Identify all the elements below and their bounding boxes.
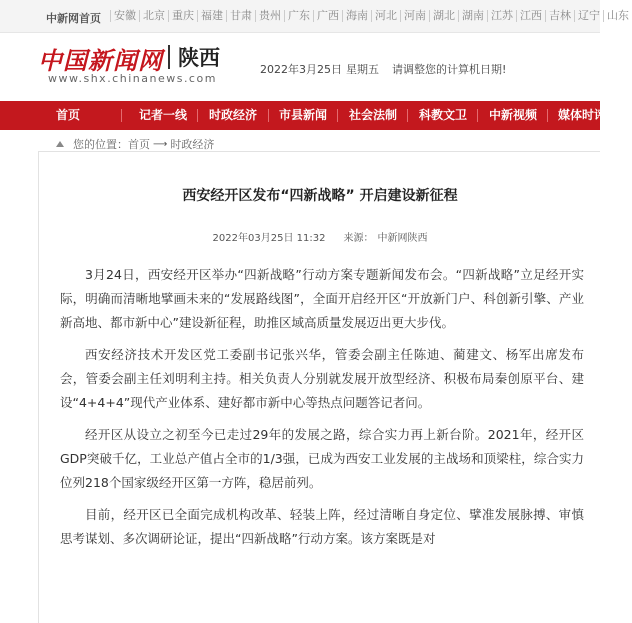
triangle-icon xyxy=(56,141,64,147)
province-link[interactable]: 河北 xyxy=(371,10,400,22)
province-link[interactable]: 湖南 xyxy=(458,10,487,22)
article-paragraph: 经开区从设立之初至今已走过29年的发展之路，综合实力再上新台阶。2021年，经开区GDP突破千亿，工业总产值占全市的1/3强，已成为西安工业发展的主战场和顶梁柱，综合实力位列218个国家级经开区第一方阵，稳居前列。 xyxy=(60,427,584,490)
province-link[interactable]: 贵州 xyxy=(255,10,284,22)
region-name: 陕西 xyxy=(178,46,220,70)
weekday-text: 星期五 xyxy=(346,63,379,76)
province-link[interactable]: 安徽 xyxy=(110,10,139,22)
article-datetime: 2022年03月25日 11:32 xyxy=(212,233,326,244)
article-paragraph: 西安经济技术开发区党工委副书记张兴华，管委会副主任陈迪、蔺建文、杨军出席发布会，管委会副主任刘明利主持。相关负责人分别就发展开放型经济、积极布局秦创原平台、建设“4+4+4”现代产业体系、建好都市新中心等热点问题答记者问。 xyxy=(60,347,584,410)
article-title: 西安经开区发布“四新战略” 开启建设新征程 xyxy=(182,188,458,204)
nav-item-society-law[interactable]: 社会法制 xyxy=(349,108,398,122)
province-link[interactable]: 海南 xyxy=(342,10,371,22)
province-link[interactable]: 北京 xyxy=(139,10,168,22)
nav-divider xyxy=(477,109,478,122)
province-link[interactable]: 山东 xyxy=(603,10,632,22)
top-link-bar xyxy=(0,0,629,33)
province-link[interactable]: 重庆 xyxy=(168,10,197,22)
header-date xyxy=(260,61,379,77)
nav-item-home[interactable]: 首页 xyxy=(56,108,81,122)
province-link[interactable]: 广西 xyxy=(313,10,342,22)
nav-item-county-news[interactable]: 市县新闻 xyxy=(279,108,328,122)
arrow-right-icon: ⟶ xyxy=(153,138,168,150)
province-link[interactable]: 福建 xyxy=(197,10,226,22)
logo-divider xyxy=(168,45,170,69)
province-link[interactable]: 广东 xyxy=(284,10,313,22)
site-logo[interactable]: 中国新闻网 xyxy=(38,46,163,75)
site-url: www.shx.chinanews.com xyxy=(48,72,217,85)
article-panel xyxy=(38,152,600,623)
province-link[interactable]: 辽宁 xyxy=(574,10,603,22)
province-link[interactable]: 甘肃 xyxy=(226,10,255,22)
date-notice: 请调整您的计算机日期! xyxy=(392,63,507,76)
article-paragraph: 目前，经开区已全面完成机构改革、轻装上阵，经过清晰自身定位、擘准发展脉搏、审慎思考谋划、多次调研论证，提出“四新战略”行动方案。该方案既是对 xyxy=(60,507,584,546)
province-links xyxy=(110,10,632,22)
province-link[interactable]: 河南 xyxy=(400,10,429,22)
nav-item-politics-economy[interactable]: 时政经济 xyxy=(209,108,258,122)
article-meta xyxy=(39,229,601,244)
nav-item-reporters[interactable]: 记者一线 xyxy=(139,108,188,122)
nav-item-video[interactable]: 中新视频 xyxy=(489,108,538,122)
date-text: 2022年3月25日 xyxy=(260,63,342,76)
article-paragraph: 3月24日，西安经开区举办“四新战略”行动方案专题新闻发布会。“四新战略”立足经开实际，明确而清晰地擘画未来的“发展路线图”，全面开启经开区“开放新门户、科创新引擎、产业新高地、都市新中心”建设新征程，助推区域高质量发展迈出更大步伐。 xyxy=(60,267,584,330)
breadcrumb-section[interactable]: 时政经济 xyxy=(170,138,215,151)
chinanews-home-link[interactable]: 中新网首页 xyxy=(46,12,101,25)
nav-divider xyxy=(547,109,548,122)
province-link[interactable]: 江西 xyxy=(516,10,545,22)
nav-divider xyxy=(268,109,269,122)
breadcrumb-home[interactable]: 您的位置：首页 xyxy=(73,138,150,151)
main-nav xyxy=(0,101,607,130)
nav-divider xyxy=(197,109,198,122)
site-header xyxy=(0,33,600,88)
province-link[interactable]: 湖北 xyxy=(429,10,458,22)
province-link[interactable]: 江苏 xyxy=(487,10,516,22)
article-body xyxy=(60,263,584,559)
nav-divider xyxy=(337,109,338,122)
nav-divider xyxy=(121,109,122,122)
province-link[interactable]: 吉林 xyxy=(545,10,574,22)
source-label: 来源： xyxy=(343,233,374,244)
nav-divider xyxy=(407,109,408,122)
article-source: 中新网陕西 xyxy=(377,233,428,244)
nav-item-education-culture[interactable]: 科教文卫 xyxy=(419,108,468,122)
breadcrumb xyxy=(56,136,214,152)
nav-item-media-review[interactable]: 媒体时评 xyxy=(558,108,607,122)
